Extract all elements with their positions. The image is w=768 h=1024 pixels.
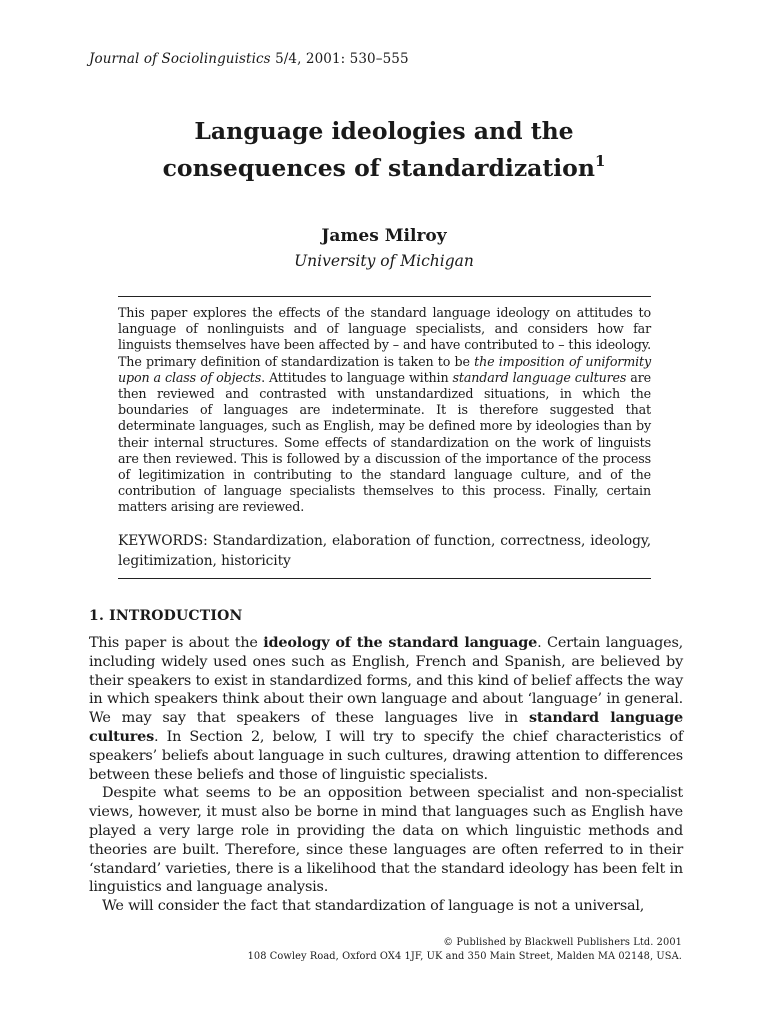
paragraph-1-text-a: This paper is about the	[89, 635, 264, 651]
section-heading-introduction: 1. INTRODUCTION	[89, 608, 243, 624]
paragraph-2: Despite what seems to be an opposition between specialist and non-specialist views, however, it must also be borne in mind that languages such as English have played a very large role in providing the data on which linguistic methods and theories are built. Therefore, since these languages are often referred to in their ‘standard’ varieties, there is a likelihood that the standard ideology has been felt in linguistics and language analysis.	[89, 785, 683, 896]
author-affiliation: University of Michigan	[294, 252, 474, 270]
journal-volume-pages: 5/4, 2001: 530–555	[270, 51, 409, 67]
author-name: James Milroy	[321, 226, 447, 246]
copyright-line: © Published by Blackwell Publishers Ltd. 2001	[443, 937, 682, 948]
abstract	[118, 305, 651, 516]
paragraph-1-text-c: . In Section 2, below, I will try to specify the chief characteristics of speakers’ beliefs about language in such cultures, drawing attention to differences between these beliefs and those of linguistic specialists.	[89, 728, 683, 783]
paragraph-3: We will consider the fact that standardization of language is not a universal,	[102, 898, 645, 915]
abstract-italic-term: standard language cultures	[452, 369, 627, 385]
journal-citation	[89, 51, 409, 67]
title-footnote-marker[interactable]: 1	[594, 152, 606, 170]
abstract-text-2: . Attitudes to language within	[261, 369, 453, 385]
abstract-top-rule	[118, 296, 651, 297]
paragraph-1-bold-term-2: standard language cultures	[89, 709, 683, 745]
title-line-2	[0, 146, 768, 183]
paragraph-1-text-b: . Certain languages, including widely used ones such as English, French and Spanish, are believed by their speakers to exist in standardized forms, and this kind of belief affects the way in which speakers think about their own language and about ‘language’ in general. We may say that speakers of these languages live in	[89, 635, 683, 727]
publisher-address: 108 Cowley Road, Oxford OX4 1JF, UK and 350 Main Street, Malden MA 02148, USA.	[247, 951, 682, 962]
journal-name: Journal of Sociolinguistics	[89, 51, 271, 67]
body-text	[89, 634, 683, 916]
paragraph-1	[89, 634, 683, 784]
keywords: KEYWORDS: Standardization, elaboration of function, correctness, ideology, legitimization, historicity	[118, 533, 651, 569]
abstract-italic-definition: the imposition of uniformity upon a class of objects	[118, 353, 651, 385]
article-title	[0, 116, 768, 183]
abstract-bottom-rule	[118, 578, 651, 579]
abstract-text-1: This paper explores the effects of the standard language ideology on attitudes to language of nonlinguists and of language specialists, and considers how far linguists themselves have been affected by – and have contributed to – this ideology. The primary definition of standardization is taken to be	[118, 305, 651, 369]
title-line-2-text: consequences of standardization	[162, 154, 595, 182]
title-line-1: Language ideologies and the	[194, 117, 574, 145]
abstract-text-3: are then reviewed and contrasted with unstandardized situations, in which the boundaries of languages are indeterminate. It is therefore suggested that determinate languages, such as English, may be defined more by ideologies than by their internal structures. Some effects of standardization on the work of linguists are then reviewed. This is followed by a discussion of the importance of the process of legitimization in contributing to the standard language culture, and of the contribution of language specialists themselves to this process. Finally, certain matters arising are reviewed.	[118, 369, 651, 515]
publisher-footer	[248, 936, 682, 964]
paragraph-1-bold-term-1: ideology of the standard language	[263, 634, 538, 651]
